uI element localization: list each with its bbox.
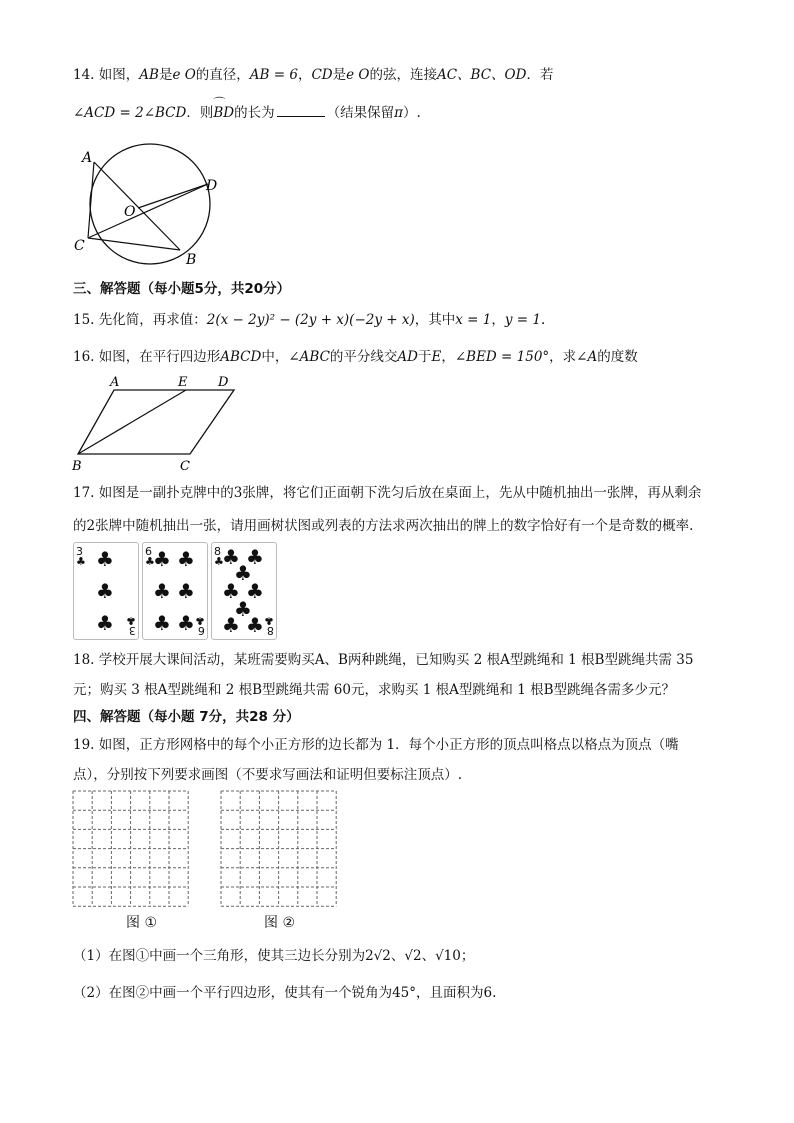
label-B: B [186, 252, 197, 268]
club-icon: ♣ [96, 611, 114, 635]
q18-line2: 元；购买 3 根A型跳绳和 2 根B型跳绳共需 60元，求购买 1 根A型跳绳和 1 根B型跳绳各需多少元？ [73, 682, 675, 698]
grid-figure-1[interactable] [72, 790, 189, 907]
q15-text: 15. 先化简，再求值：2(x − 2y)² − (2y + x)(−2y + x)，其中x = 1，y = 1. [73, 312, 546, 328]
club-icon: ♣ [246, 545, 264, 569]
radical-sqrt10: √10 [435, 948, 461, 964]
club-icon: ♣ [246, 579, 264, 603]
label-D: D [206, 178, 218, 194]
club-icon: ♣ [222, 579, 240, 603]
club-icon: ♣ [177, 547, 195, 571]
q19-part1: （1）在图①中画一个三角形，使其三边长分别为2√2、√2、√10； [73, 948, 475, 964]
club-icon: ♣ [96, 547, 114, 571]
playing-card-3: 3 ♣ ♣ ♣ ♣ 3 ♣ [73, 542, 139, 640]
figure-caption-1: 图 ① [126, 915, 158, 931]
club-icon: ♣ [153, 547, 171, 571]
arc-bd: ⌒ BD [213, 104, 234, 122]
club-icon: ♣ [177, 611, 195, 635]
q14-line1: 14. 如图，AB是e O的直径，AB = 6，CD是e O的弦，连接AC、BC、OD．若 [73, 67, 554, 83]
q14-line2: ∠ACD = 2∠BCD．则⌒ BD的长为 （结果保留π）. [73, 104, 421, 122]
grid-figure-2[interactable] [220, 790, 337, 907]
q17-line2: 的2张牌中随机抽出一张，请用画树状图或列表的方法求两次抽出的牌上的数字恰好有一个是奇数的概率. [73, 518, 694, 534]
answer-blank[interactable] [277, 104, 325, 117]
q19-line1: 19. 如图，正方形网格中的每个小正方形的边长都为 1．每个小正方形的顶点叫格点以格点为顶点（嘴 [73, 737, 679, 753]
radical-2sqrt2: 2√2 [365, 948, 391, 964]
label-C: C [74, 238, 85, 254]
section4-heading: 四、解答题（每小题 7分，共28 分） [73, 709, 300, 725]
label-D: D [218, 375, 229, 390]
label-C: C [180, 459, 190, 474]
q17-line1: 17. 如图是一副扑克牌中的3张牌，将它们正面朝下洗匀后放在桌面上，先从中随机抽出一张牌，再从剩余 [73, 485, 702, 501]
label-A: A [110, 375, 120, 390]
club-icon: ♣ [153, 611, 171, 635]
club-icon: ♣ [246, 613, 264, 637]
q16-text: 16. 如图，在平行四边形ABCD中，∠ABC的平分线交AD于E，∠BED = 150°，求∠A的度数 [73, 349, 638, 365]
club-icon: ♣ [222, 545, 240, 569]
q19-part2: （2）在图②中画一个平行四边形，使其有一个锐角为45°，且面积为6. [73, 985, 497, 1001]
radical-sqrt2: √2 [404, 948, 422, 964]
label-A: A [82, 150, 93, 166]
section3-heading: 三、解答题（每小题5分，共20分） [73, 281, 291, 297]
club-icon: ♣ [177, 579, 195, 603]
club-icon: ♣ [96, 579, 114, 603]
club-icon: ♣ [153, 579, 171, 603]
label-E: E [178, 375, 188, 390]
parallelogram-figure [70, 372, 250, 474]
club-icon: ♣ [222, 613, 240, 637]
club-icon: ♣ [234, 597, 252, 621]
q19-line2: 点），分别按下列要求画图（不要求写画法和证明但要标注顶点）. [73, 767, 463, 783]
q18-line1: 18. 学校开展大课间活动，某班需要购买A、B两种跳绳，已知购买 2 根A型跳绳和 1 根B型跳绳共需 35 [73, 652, 694, 668]
playing-card-8: 8 ♣ ♣ ♣ ♣ ♣ ♣ ♣ ♣ ♣ 8 ♣ [211, 542, 277, 640]
circle-figure [70, 140, 230, 270]
playing-card-6: 6 ♣ ♣ ♣ ♣ ♣ ♣ ♣ 6 ♣ [142, 542, 208, 640]
label-O: O [124, 204, 136, 220]
club-icon: ♣ [234, 561, 252, 585]
label-B: B [72, 459, 82, 474]
figure-caption-2: 图 ② [264, 915, 296, 931]
